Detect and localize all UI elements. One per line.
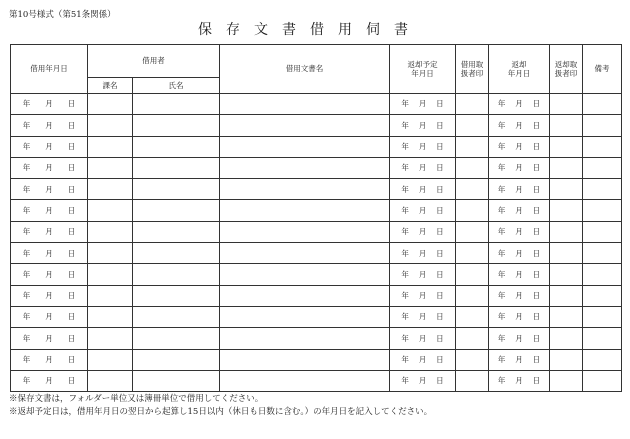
lender-seal-cell[interactable] <box>456 221 489 242</box>
name-cell[interactable] <box>133 285 220 306</box>
borrow-ledger-table <box>10 44 622 392</box>
return-seal-cell[interactable] <box>550 370 583 391</box>
planned-return-date-cell[interactable]: 年 月 日 <box>390 94 456 115</box>
return-seal-cell[interactable] <box>550 349 583 370</box>
section-cell[interactable] <box>88 370 133 391</box>
planned-return-date-cell[interactable]: 年 月 日 <box>390 243 456 264</box>
document-name-cell[interactable] <box>220 243 390 264</box>
borrow-date-cell[interactable]: 年 月 日 <box>11 306 88 327</box>
section-cell[interactable] <box>88 157 133 178</box>
planned-return-date-cell[interactable]: 年 月 日 <box>390 115 456 136</box>
section-cell[interactable] <box>88 349 133 370</box>
lender-seal-cell[interactable] <box>456 285 489 306</box>
table-row <box>11 306 622 327</box>
name-cell[interactable] <box>133 370 220 391</box>
return-date-cell[interactable]: 年 月 日 <box>489 285 550 306</box>
planned-return-date-cell[interactable]: 年 月 日 <box>390 221 456 242</box>
document-name-cell[interactable] <box>220 136 390 157</box>
borrow-date-cell[interactable]: 年 月 日 <box>11 221 88 242</box>
return-seal-cell[interactable] <box>550 306 583 327</box>
name-cell[interactable] <box>133 136 220 157</box>
table-row <box>11 328 622 349</box>
name-cell[interactable] <box>133 328 220 349</box>
document-name-cell[interactable] <box>220 264 390 285</box>
header-return-date: 返却 年月日 <box>489 45 550 94</box>
ledger-body <box>11 94 622 392</box>
lender-seal-cell[interactable] <box>456 94 489 115</box>
borrow-date-cell[interactable]: 年 月 日 <box>11 349 88 370</box>
planned-return-date-cell[interactable]: 年 月 日 <box>390 285 456 306</box>
section-cell[interactable] <box>88 200 133 221</box>
remarks-cell[interactable] <box>583 200 622 221</box>
remarks-cell[interactable] <box>583 264 622 285</box>
table-row <box>11 136 622 157</box>
return-seal-cell[interactable] <box>550 264 583 285</box>
lender-seal-cell[interactable] <box>456 306 489 327</box>
section-cell[interactable] <box>88 285 133 306</box>
return-date-cell[interactable]: 年 月 日 <box>489 115 550 136</box>
remarks-cell[interactable] <box>583 157 622 178</box>
document-name-cell[interactable] <box>220 349 390 370</box>
planned-return-date-cell[interactable]: 年 月 日 <box>390 264 456 285</box>
lender-seal-cell[interactable] <box>456 136 489 157</box>
header-planned-return-date: 返却予定 年月日 <box>390 45 456 94</box>
return-seal-cell[interactable] <box>550 243 583 264</box>
return-seal-cell[interactable] <box>550 328 583 349</box>
note-folder-unit: ※保存文書は，フォルダー単位又は簿冊単位で借用してください。 <box>9 394 264 404</box>
section-cell[interactable] <box>88 136 133 157</box>
lender-seal-cell[interactable] <box>456 349 489 370</box>
remarks-cell[interactable] <box>583 136 622 157</box>
name-cell[interactable] <box>133 94 220 115</box>
borrow-date-cell[interactable]: 年 月 日 <box>11 200 88 221</box>
remarks-cell[interactable] <box>583 94 622 115</box>
document-name-cell[interactable] <box>220 179 390 200</box>
lender-seal-cell[interactable] <box>456 200 489 221</box>
borrow-date-cell[interactable]: 年 月 日 <box>11 157 88 178</box>
return-date-cell[interactable]: 年 月 日 <box>489 306 550 327</box>
return-date-cell[interactable]: 年 月 日 <box>489 370 550 391</box>
borrow-date-cell[interactable]: 年 月 日 <box>11 94 88 115</box>
note-return-deadline: ※返却予定日は，借用年月日の翌日から起算し15日以内（休日も日数に含む。）の年月日を記入してください。 <box>9 407 433 417</box>
document-name-cell[interactable] <box>220 200 390 221</box>
table-row <box>11 179 622 200</box>
remarks-cell[interactable] <box>583 370 622 391</box>
return-date-cell[interactable]: 年 月 日 <box>489 179 550 200</box>
header-name: 氏名 <box>133 78 220 94</box>
name-cell[interactable] <box>133 157 220 178</box>
planned-return-date-cell[interactable]: 年 月 日 <box>390 328 456 349</box>
remarks-cell[interactable] <box>583 285 622 306</box>
table-row <box>11 285 622 306</box>
name-cell[interactable] <box>133 264 220 285</box>
borrow-date-cell[interactable]: 年 月 日 <box>11 264 88 285</box>
document-name-cell[interactable] <box>220 221 390 242</box>
section-cell[interactable] <box>88 264 133 285</box>
name-cell[interactable] <box>133 179 220 200</box>
document-name-cell[interactable] <box>220 157 390 178</box>
return-seal-cell[interactable] <box>550 221 583 242</box>
section-cell[interactable] <box>88 179 133 200</box>
table-row <box>11 349 622 370</box>
remarks-cell[interactable] <box>583 306 622 327</box>
borrow-date-cell[interactable]: 年 月 日 <box>11 115 88 136</box>
return-date-cell[interactable]: 年 月 日 <box>489 221 550 242</box>
borrow-date-cell[interactable]: 年 月 日 <box>11 136 88 157</box>
name-cell[interactable] <box>133 306 220 327</box>
planned-return-date-cell[interactable]: 年 月 日 <box>390 200 456 221</box>
return-date-cell[interactable]: 年 月 日 <box>489 243 550 264</box>
remarks-cell[interactable] <box>583 349 622 370</box>
name-cell[interactable] <box>133 115 220 136</box>
borrow-date-cell[interactable]: 年 月 日 <box>11 285 88 306</box>
section-cell[interactable] <box>88 115 133 136</box>
header-return-seal: 返却取 扱者印 <box>550 45 583 94</box>
return-date-cell[interactable]: 年 月 日 <box>489 157 550 178</box>
borrow-date-cell[interactable]: 年 月 日 <box>11 328 88 349</box>
lender-seal-cell[interactable] <box>456 328 489 349</box>
return-seal-cell[interactable] <box>550 136 583 157</box>
return-date-cell[interactable]: 年 月 日 <box>489 94 550 115</box>
table-row <box>11 243 622 264</box>
table-row <box>11 115 622 136</box>
return-seal-cell[interactable] <box>550 200 583 221</box>
planned-return-date-cell[interactable]: 年 月 日 <box>390 349 456 370</box>
page-title: 保存文書借用伺書 <box>198 22 422 38</box>
lender-seal-cell[interactable] <box>456 243 489 264</box>
document-name-cell[interactable] <box>220 370 390 391</box>
remarks-cell[interactable] <box>583 328 622 349</box>
form-number: 第10号様式（第51条関係） <box>9 10 116 20</box>
return-seal-cell[interactable] <box>550 94 583 115</box>
header-remarks: 備考 <box>583 45 622 94</box>
planned-return-date-cell[interactable]: 年 月 日 <box>390 306 456 327</box>
table-row <box>11 157 622 178</box>
table-row <box>11 370 622 391</box>
return-date-cell[interactable]: 年 月 日 <box>489 328 550 349</box>
name-cell[interactable] <box>133 349 220 370</box>
remarks-cell[interactable] <box>583 179 622 200</box>
return-seal-cell[interactable] <box>550 157 583 178</box>
lender-seal-cell[interactable] <box>456 115 489 136</box>
table-row <box>11 200 622 221</box>
header-document-name: 借用文書名 <box>220 45 390 94</box>
header-borrower: 借用者 <box>88 45 220 78</box>
document-name-cell[interactable] <box>220 328 390 349</box>
planned-return-date-cell[interactable]: 年 月 日 <box>390 179 456 200</box>
return-seal-cell[interactable] <box>550 115 583 136</box>
borrow-date-cell[interactable]: 年 月 日 <box>11 179 88 200</box>
table-row <box>11 221 622 242</box>
table-row <box>11 264 622 285</box>
header-borrow-date: 借用年月日 <box>11 45 88 94</box>
borrow-date-cell[interactable]: 年 月 日 <box>11 370 88 391</box>
lender-seal-cell[interactable] <box>456 264 489 285</box>
section-cell[interactable] <box>88 94 133 115</box>
document-name-cell[interactable] <box>220 285 390 306</box>
table-row <box>11 94 622 115</box>
borrow-date-cell[interactable]: 年 月 日 <box>11 243 88 264</box>
lender-seal-cell[interactable] <box>456 179 489 200</box>
document-name-cell[interactable] <box>220 94 390 115</box>
section-cell[interactable] <box>88 221 133 242</box>
name-cell[interactable] <box>133 243 220 264</box>
lender-seal-cell[interactable] <box>456 157 489 178</box>
name-cell[interactable] <box>133 200 220 221</box>
remarks-cell[interactable] <box>583 243 622 264</box>
header-lender-seal: 借用取 扱者印 <box>456 45 489 94</box>
return-date-cell[interactable]: 年 月 日 <box>489 349 550 370</box>
return-date-cell[interactable]: 年 月 日 <box>489 136 550 157</box>
return-seal-cell[interactable] <box>550 285 583 306</box>
section-cell[interactable] <box>88 328 133 349</box>
document-name-cell[interactable] <box>220 115 390 136</box>
return-date-cell[interactable]: 年 月 日 <box>489 264 550 285</box>
lender-seal-cell[interactable] <box>456 370 489 391</box>
document-name-cell[interactable] <box>220 306 390 327</box>
remarks-cell[interactable] <box>583 115 622 136</box>
return-date-cell[interactable]: 年 月 日 <box>489 200 550 221</box>
name-cell[interactable] <box>133 221 220 242</box>
planned-return-date-cell[interactable]: 年 月 日 <box>390 136 456 157</box>
planned-return-date-cell[interactable]: 年 月 日 <box>390 157 456 178</box>
return-seal-cell[interactable] <box>550 179 583 200</box>
remarks-cell[interactable] <box>583 221 622 242</box>
header-section: 課名 <box>88 78 133 94</box>
section-cell[interactable] <box>88 306 133 327</box>
planned-return-date-cell[interactable]: 年 月 日 <box>390 370 456 391</box>
section-cell[interactable] <box>88 243 133 264</box>
